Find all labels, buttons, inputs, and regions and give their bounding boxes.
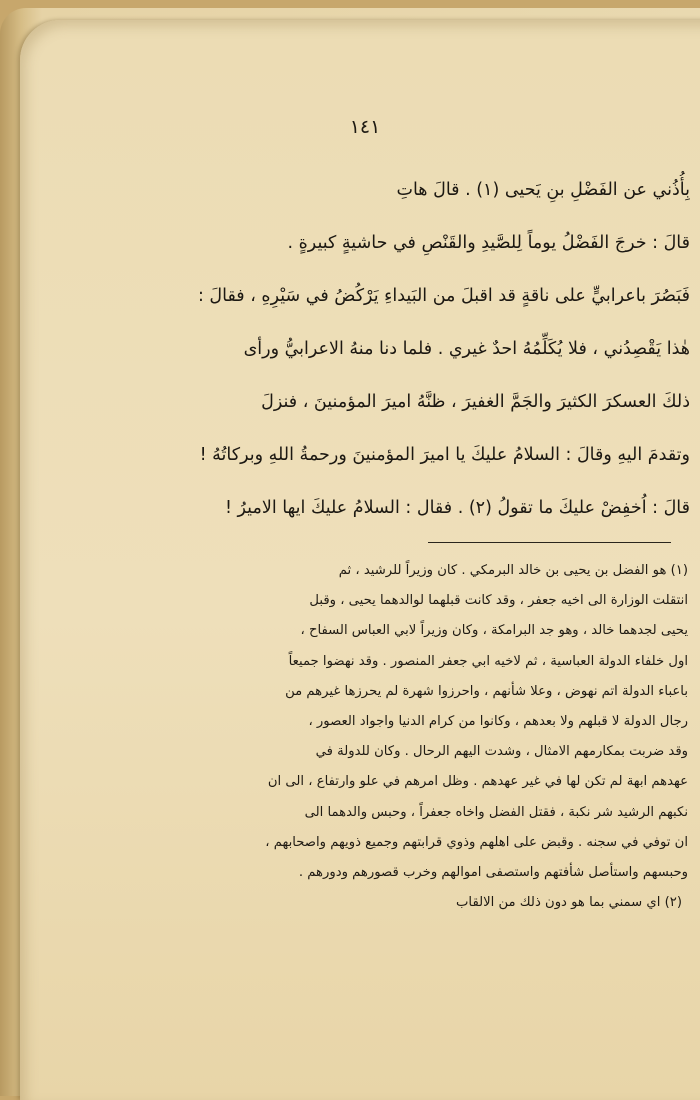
footnote-divider bbox=[428, 542, 671, 543]
footnote-line: اول خلفاء الدولة العباسية ، ثم لاخيه ابي جعفر المنصور . وقد نهضوا جميعاً bbox=[288, 653, 688, 669]
footnote-line: باعباء الدولة اتم نهوض ، وعلا شأنهم ، واحرزوا شهرة لم يحرزها غيرهم من bbox=[285, 683, 688, 699]
body-line: هٰذا يَقْصِدُني ، فلا يُكَلِّمُهُ احدٌ غيري . فلما دنا منهُ الاعرابيُّ ورأى bbox=[243, 339, 690, 359]
body-text bbox=[150, 164, 690, 535]
footnote-line: انتقلت الوزارة الى اخيه جعفر ، وقد كانت قبلهما لوالدهما يحيى ، وقبل bbox=[309, 593, 688, 609]
footnote-line: نكبهم الرشيد شر نكبة ، فقتل الفضل واخاه جعفراً ، وحبس والدهما الى bbox=[304, 804, 688, 820]
footnote-line: (١) هو الفضل بن يحيى بن خالد البرمكي . كان وزيراً للرشيد ، ثم bbox=[338, 563, 688, 578]
page-number: ١٤١ bbox=[349, 116, 381, 138]
footnote-line: يحيى لجدهما خالد ، وهو جد البرامكة ، وكان وزيراً لابي العباس السفاح ، bbox=[300, 623, 688, 639]
body-line: بِأُذُني عن الفَضْلِ بنِ يَحيى (١) . قالَ هاتِ bbox=[396, 180, 690, 200]
body-line: قالَ : خرجَ الفَضْلُ يوماً لِلصَّيدِ والقَنْصِ في حاشيةٍ كبيرةٍ . bbox=[287, 233, 690, 253]
body-line: فَبَصُرَ باعرابيٍّ على ناقةٍ قد اقبلَ من البَيداءِ يَرْكُضُ في سَيْرِهِ ، فقالَ : bbox=[197, 286, 690, 306]
footnote-line: وقد ضربت بمكارمهم الامثال ، وشدت اليهم الرحال . وكان للدولة في bbox=[315, 744, 688, 760]
body-line: قالَ : اُخفِضْ عليكَ ما تقولُ (٢) . فقال : السلامُ عليكَ ايها الاميرُ ! bbox=[224, 498, 690, 518]
footnote-line: (٢) اي سمني بما هو دون ذلك من الالقاب bbox=[456, 895, 682, 911]
footnote-line: وحبسهم واستأصل شأفتهم واستصفى اموالهم وخرب قصورهم ودورهم . bbox=[298, 864, 688, 880]
body-line: ذلكَ العسكرَ الكثيرَ والجَمَّ الغفيرَ ، ظنَّهُ اميرَ المؤمنينَ ، فنزلَ bbox=[261, 392, 690, 412]
footnote-line: رجال الدولة لا قبلهم ولا بعدهم ، وكانوا من كرام الدنيا واجواد العصور ، bbox=[308, 713, 688, 729]
footnotes bbox=[136, 556, 688, 918]
footnote-line: ان توفي في سجنه . وقبض على اهلهم وذوي قرابتهم وجميع ذويهم واصحابهم ، bbox=[265, 834, 688, 850]
footnote-line: عهدهم ابهة لم تكن لها في غير عهدهم . وظل امرهم في علو وارتفاع ، الى ان bbox=[267, 774, 688, 790]
book-page bbox=[20, 20, 700, 1100]
body-line: وتقدمَ اليهِ وقالَ : السلامُ عليكَ يا اميرَ المؤمنينَ ورحمةُ اللهِ وبركاتُهُ ! bbox=[199, 445, 690, 465]
